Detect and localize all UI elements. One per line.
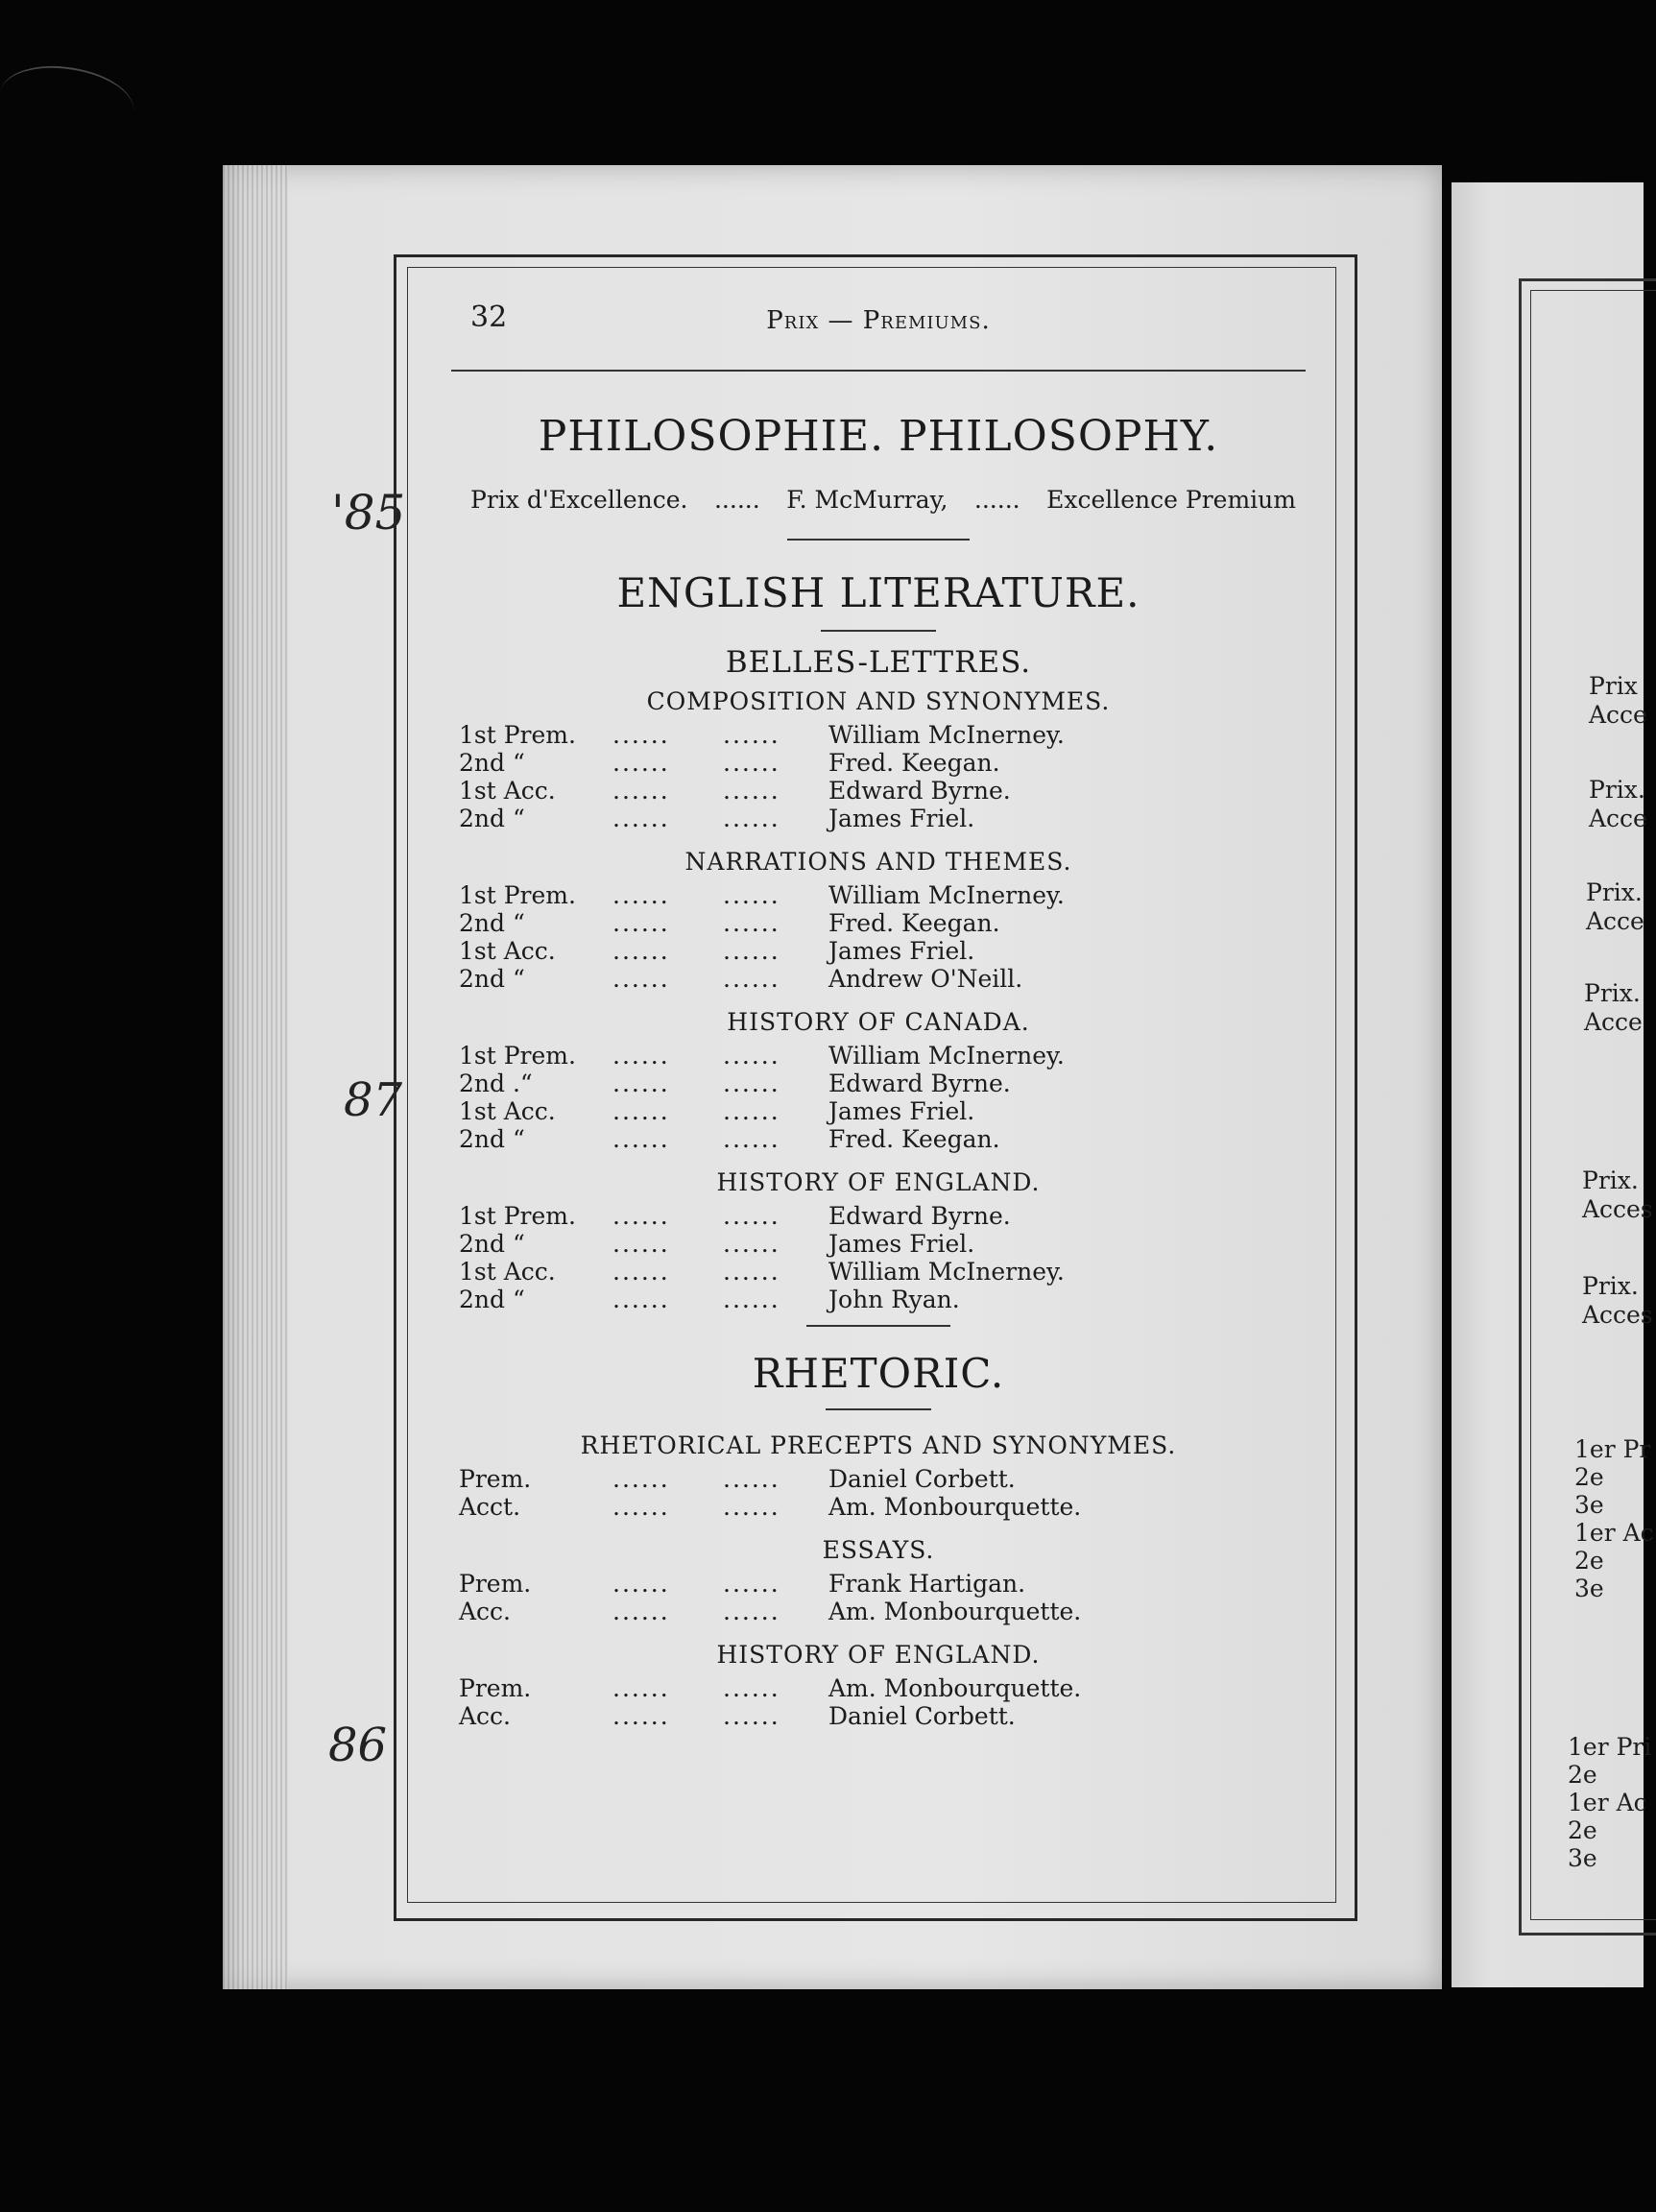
- award-row: [451, 1258, 1306, 1286]
- award-row: [451, 1674, 1306, 1702]
- section-heading: NARRATIONS AND THEMES.: [684, 848, 1072, 876]
- leader-dots: ......: [723, 777, 780, 805]
- leader-dots: ......: [723, 1674, 780, 1702]
- facing-fragment: 1er Ac: [1568, 1789, 1647, 1816]
- student-name: William McInerney.: [828, 1258, 1065, 1286]
- facing-page-inner-border: [1530, 290, 1656, 1920]
- award-row: [451, 1702, 1306, 1730]
- award-row: [451, 1125, 1306, 1153]
- facing-fragment: 3e: [1574, 1575, 1604, 1602]
- facing-fragment: Prix.: [1589, 776, 1645, 804]
- leader-dots: ......: [612, 937, 670, 965]
- facing-fragment: 1er Pri: [1568, 1733, 1652, 1761]
- award-rank: 2nd .“: [459, 1070, 533, 1097]
- rhetoric-title: RHETORIC.: [752, 1350, 1005, 1397]
- leader-dots: ......: [612, 965, 670, 993]
- section-heading: HISTORY OF CANADA.: [727, 1008, 1030, 1036]
- leader-dots: ......: [723, 1070, 780, 1097]
- award-rank: Prem.: [459, 1570, 532, 1598]
- award-row: [451, 1598, 1306, 1625]
- award-row: [451, 937, 1306, 965]
- leader-dots: ......: [612, 909, 670, 937]
- leader-dots: ......: [723, 805, 780, 832]
- award-rank: 2nd “: [459, 749, 525, 777]
- student-name: Daniel Corbett.: [828, 1702, 1016, 1730]
- leader-dots: ......: [612, 749, 670, 777]
- facing-fragment: Prix: [1589, 672, 1638, 700]
- leader-dots: ......: [723, 1097, 780, 1125]
- page-content: [451, 293, 1306, 1887]
- facing-fragment: Acces: [1582, 1195, 1653, 1223]
- excellence-premium-label: Excellence Premium: [1046, 486, 1296, 514]
- leader-dots: ......: [723, 1202, 780, 1230]
- student-name: Daniel Corbett.: [828, 1465, 1016, 1493]
- page-number: 32: [470, 301, 508, 334]
- leader-dots: ......: [612, 805, 670, 832]
- leader-dots: ......: [723, 937, 780, 965]
- page-edges: [223, 165, 288, 1989]
- student-name: William McInerney.: [828, 1042, 1065, 1070]
- facing-fragment: Acces: [1582, 1301, 1653, 1329]
- facing-fragment: 3e: [1574, 1491, 1604, 1519]
- facing-fragment: 3e: [1568, 1844, 1597, 1872]
- award-list: [451, 1674, 1306, 1730]
- award-row: [451, 1070, 1306, 1097]
- award-row: [451, 805, 1306, 832]
- award-list: [451, 1202, 1306, 1313]
- excellence-label: Prix d'Excellence.: [470, 486, 688, 514]
- facing-fragment: Prix.: [1586, 878, 1643, 906]
- student-name: Am. Monbourquette.: [828, 1674, 1082, 1702]
- leader-dots: ......: [612, 1042, 670, 1070]
- leader-dots: ......: [612, 1286, 670, 1313]
- handwritten-note: 87: [344, 1073, 403, 1127]
- leader-dots: ......: [723, 909, 780, 937]
- handwritten-note: '85: [331, 485, 406, 541]
- award-row: [451, 777, 1306, 805]
- award-rank: Prem.: [459, 1674, 532, 1702]
- facing-fragment: Prix.: [1582, 1272, 1639, 1300]
- facing-fragment: 1er Pr: [1574, 1435, 1651, 1463]
- leader-dots: ......: [612, 1125, 670, 1153]
- award-row: [451, 1493, 1306, 1521]
- leader-dots: ......: [723, 965, 780, 993]
- student-name: Fred. Keegan.: [828, 1125, 1000, 1153]
- award-row: [451, 881, 1306, 909]
- facing-fragment: Acce: [1586, 907, 1644, 935]
- award-rank: 1st Prem.: [459, 1202, 576, 1230]
- award-rank: 1st Prem.: [459, 1042, 576, 1070]
- section-heading: HISTORY OF ENGLAND.: [716, 1168, 1041, 1196]
- award-rank: 2nd “: [459, 1286, 525, 1313]
- facing-fragment: 2e: [1568, 1816, 1597, 1844]
- award-rank: Prem.: [459, 1465, 532, 1493]
- award-row: [451, 1465, 1306, 1493]
- award-rank: 1st Prem.: [459, 721, 576, 749]
- philosophy-title: PHILOSOPHIE. PHILOSOPHY.: [538, 412, 1219, 461]
- leader-dots: ......: [723, 881, 780, 909]
- leader-dots: ......: [612, 1493, 670, 1521]
- award-row: [451, 909, 1306, 937]
- leader-dots: ......: [612, 1570, 670, 1598]
- award-rank: Acct.: [459, 1493, 521, 1521]
- award-rank: 2nd “: [459, 909, 525, 937]
- facing-fragment: Prix.: [1582, 1166, 1639, 1194]
- award-list: [451, 1465, 1306, 1521]
- facing-fragment: 2e: [1568, 1761, 1597, 1789]
- english-literature-sections: [451, 687, 1306, 1313]
- leader-dots: ......: [612, 1097, 670, 1125]
- student-name: James Friel.: [828, 937, 975, 965]
- student-name: James Friel.: [828, 1097, 975, 1125]
- facing-fragment: Acce: [1584, 1008, 1643, 1036]
- leader-dots: ......: [612, 1202, 670, 1230]
- section-heading: RHETORICAL PRECEPTS AND SYNONYMES.: [580, 1431, 1177, 1459]
- student-name: James Friel.: [828, 1230, 975, 1258]
- leader-dots: ......: [723, 749, 780, 777]
- award-row: [451, 1570, 1306, 1598]
- award-row: [451, 965, 1306, 993]
- student-name: William McInerney.: [828, 721, 1065, 749]
- facing-fragment: Acce: [1589, 701, 1647, 729]
- award-rank: 2nd “: [459, 965, 525, 993]
- student-name: John Ryan.: [828, 1286, 960, 1313]
- leader-dots: ......: [612, 1598, 670, 1625]
- handwritten-note: 86: [328, 1719, 388, 1772]
- leader-dots: ......: [612, 1702, 670, 1730]
- facing-fragment: 1er Ac: [1574, 1519, 1654, 1547]
- award-rank: 2nd “: [459, 805, 525, 832]
- student-name: Am. Monbourquette.: [828, 1493, 1082, 1521]
- student-name: Edward Byrne.: [828, 1202, 1011, 1230]
- award-list: [451, 881, 1306, 993]
- excellence-name: F. McMurray,: [786, 486, 948, 514]
- award-row: [451, 1202, 1306, 1230]
- student-name: Andrew O'Neill.: [828, 965, 1023, 993]
- award-list: [451, 721, 1306, 832]
- leader-dots: ......: [723, 1570, 780, 1598]
- leader-dots: ......: [612, 1258, 670, 1286]
- leader-dots: ......: [723, 1493, 780, 1521]
- student-name: Am. Monbourquette.: [828, 1598, 1082, 1625]
- award-row: [451, 1230, 1306, 1258]
- award-rank: 1st Acc.: [459, 1097, 556, 1125]
- leader-dots: ......: [723, 1230, 780, 1258]
- student-name: Fred. Keegan.: [828, 909, 1000, 937]
- section-heading: HISTORY OF ENGLAND.: [716, 1641, 1041, 1669]
- award-row: [451, 1286, 1306, 1313]
- leader-dots: ......: [723, 1125, 780, 1153]
- award-row: [451, 749, 1306, 777]
- leader-dots: ......: [612, 1465, 670, 1493]
- award-row: [451, 1097, 1306, 1125]
- award-rank: 2nd “: [459, 1230, 525, 1258]
- section-heading: ESSAYS.: [822, 1536, 935, 1564]
- facing-fragment: 2e: [1574, 1547, 1604, 1575]
- student-name: William McInerney.: [828, 881, 1065, 909]
- facing-fragment: Acce: [1589, 805, 1647, 832]
- cable-shadow: [0, 60, 137, 143]
- award-rank: 1st Prem.: [459, 881, 576, 909]
- leader-dots: ......: [723, 1258, 780, 1286]
- award-rank: 1st Acc.: [459, 777, 556, 805]
- leader-dots: ......: [723, 721, 780, 749]
- award-row: [451, 1042, 1306, 1070]
- award-list: [451, 1570, 1306, 1625]
- running-head: Prix — Premiums.: [766, 306, 991, 335]
- facing-fragment: 2e: [1574, 1463, 1604, 1491]
- leader-dots: ......: [612, 1230, 670, 1258]
- leader-dots: ......: [612, 1070, 670, 1097]
- leader-dots: ......: [713, 486, 760, 514]
- award-rank: Acc.: [459, 1702, 512, 1730]
- student-name: Frank Hartigan.: [828, 1570, 1026, 1598]
- award-rank: 1st Acc.: [459, 1258, 556, 1286]
- award-rank: Acc.: [459, 1598, 512, 1625]
- excellence-line: [470, 486, 1296, 514]
- award-row: [451, 721, 1306, 749]
- english-literature-title: ENGLISH LITERATURE.: [616, 569, 1140, 616]
- leader-dots: ......: [973, 486, 1020, 514]
- award-list: [451, 1042, 1306, 1153]
- leader-dots: ......: [723, 1702, 780, 1730]
- leader-dots: ......: [612, 777, 670, 805]
- rhetoric-sections: [451, 1431, 1306, 1730]
- leader-dots: ......: [723, 1286, 780, 1313]
- student-name: Fred. Keegan.: [828, 749, 1000, 777]
- leader-dots: ......: [723, 1465, 780, 1493]
- award-rank: 2nd “: [459, 1125, 525, 1153]
- leader-dots: ......: [612, 881, 670, 909]
- section-heading: COMPOSITION AND SYNONYMES.: [646, 687, 1111, 715]
- student-name: Edward Byrne.: [828, 777, 1011, 805]
- student-name: Edward Byrne.: [828, 1070, 1011, 1097]
- leader-dots: ......: [723, 1042, 780, 1070]
- leader-dots: ......: [723, 1598, 780, 1625]
- belles-lettres-subtitle: BELLES-LETTRES.: [725, 645, 1032, 680]
- leader-dots: ......: [612, 1674, 670, 1702]
- award-rank: 1st Acc.: [459, 937, 556, 965]
- facing-fragment: Prix.: [1584, 979, 1641, 1007]
- page-header: [451, 293, 1306, 372]
- student-name: James Friel.: [828, 805, 975, 832]
- leader-dots: ......: [612, 721, 670, 749]
